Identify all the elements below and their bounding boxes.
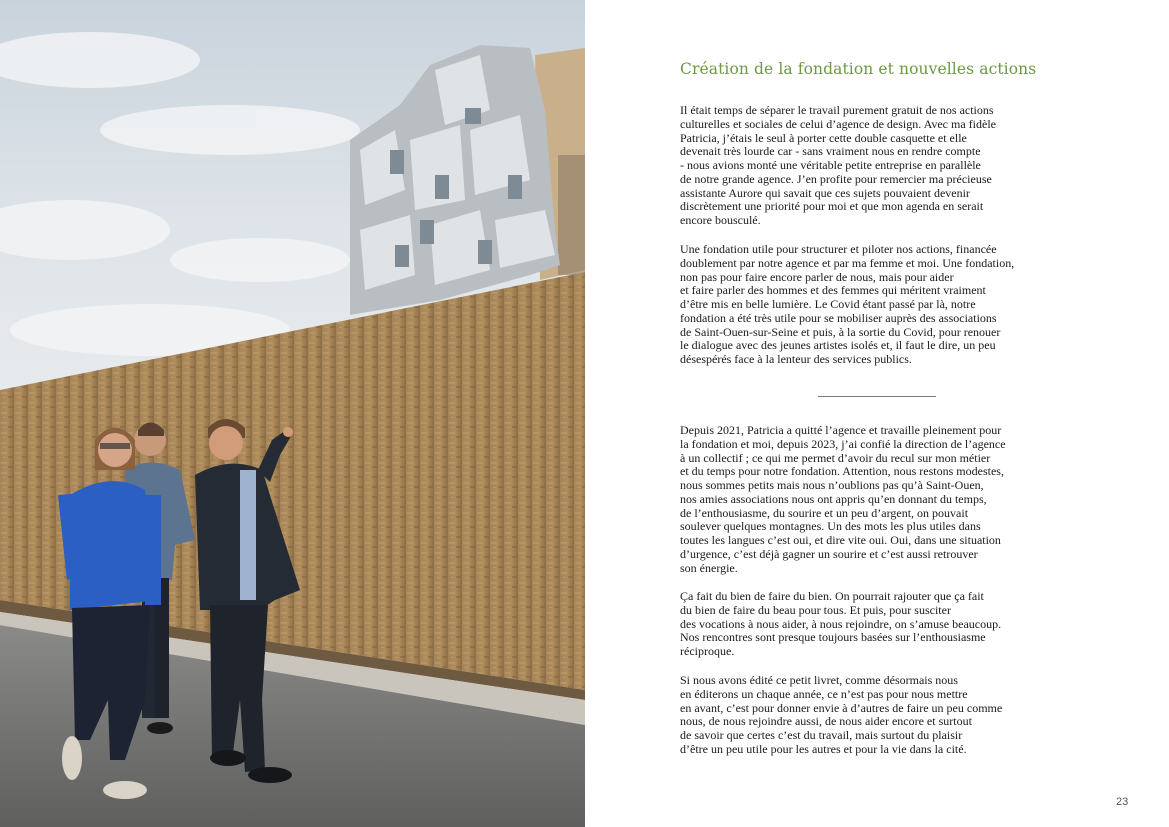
- paragraph-2: [680, 243, 1014, 367]
- text-line: et du temps pour notre fondation. Attention, nous restons modestes,: [680, 464, 1004, 479]
- text-line: nos amies associations nous ont appris qu’en donnant du temps,: [680, 491, 987, 506]
- paragraph-4: [680, 590, 1001, 659]
- text-line: en éditerons un chaque année, ce n’est pas pour nous mettre: [680, 686, 968, 701]
- text-line: Depuis 2021, Patricia a quitté l’agence et travaille pleinement pour: [680, 423, 1002, 437]
- text-line: de l’enthousiasme, du sourire et un peu d’argent, on pouvait: [680, 505, 969, 520]
- text-line: Il était temps de séparer le travail purement gratuit de nos actions: [680, 103, 994, 117]
- text-line: Si nous avons édité ce petit livret, comme désormais nous: [680, 673, 958, 687]
- text-line: Nos rencontres sont presque toujours basées sur l’enthousiasme: [680, 630, 986, 645]
- paragraph-1: [680, 104, 996, 228]
- text-line: d’être un peu utile pour les autres et pour la vie dans la cité.: [680, 741, 967, 756]
- paragraph-3: [680, 424, 1006, 575]
- text-line: du bien de faire du beau pour tous. Et puis, pour susciter: [680, 602, 951, 617]
- paragraph-5: [680, 674, 1002, 757]
- text-line: doublement par notre agence et par ma femme et moi. Une fondation,: [680, 255, 1015, 270]
- text-line: la fondation et moi, depuis 2023, j’ai confié la direction de l’agence: [680, 436, 1006, 451]
- text-line: Une fondation utile pour structurer et piloter nos actions, financée: [680, 242, 997, 256]
- text-line: de notre grande agence. J’en profite pour remercier ma précieuse: [680, 171, 992, 186]
- text-line: à un collectif ; ce qui me permet d’avoir du recul sur mon métier: [680, 450, 991, 465]
- text-line: de Saint-Ouen-sur-Seine et puis, à la sortie du Covid, pour renouer: [680, 324, 1001, 339]
- text-line: des vocations à nous aider, à nous rejoindre, on s’amuse beaucoup.: [680, 616, 1002, 631]
- text-line: en avant, c’est pour donner envie à d’autres de faire un peu comme: [680, 700, 1003, 715]
- text-line: culturelles et sociales de celui d’agence de design. Avec ma fidèle: [680, 116, 996, 131]
- section-divider: [818, 396, 936, 397]
- text-line: d’urgence, c’est déjà gagner un sourire et c’est aussi retrouver: [680, 546, 978, 561]
- text-line: et faire parler des hommes et des femmes qui méritent vraiment: [680, 283, 986, 298]
- text-line: Ça fait du bien de faire du bien. On pourrait rajouter que ça fait: [680, 589, 984, 603]
- text-line: désespérés face à la lenteur des services publics.: [680, 352, 912, 366]
- text-line: discrètement une priorité pour moi et que mon agenda en serait: [680, 199, 984, 214]
- text-line: son énergie.: [680, 560, 738, 575]
- text-line: soulever quelques montagnes. Un des mots les plus utiles dans: [680, 519, 981, 534]
- text-line: Patricia, j’étais le seul à porter cette double casquette et elle: [680, 130, 967, 145]
- text-page: [585, 0, 1169, 827]
- text-line: le dialogue avec des jeunes artistes isolés et, il faut le dire, un peu: [680, 338, 996, 353]
- text-line: toutes les langues c’est oui, et dire vite oui. Oui, dans une situation: [680, 533, 1001, 547]
- text-line: réciproque.: [680, 644, 735, 658]
- page-number: 23: [1116, 796, 1129, 808]
- text-line: encore bousculé.: [680, 213, 761, 227]
- text-line: non pas pour faire encore parler de nous, mais pour aider: [680, 269, 954, 284]
- text-line: fondation a été très utile pour se mobiliser auprès des associations: [680, 310, 997, 325]
- text-line: d’être mis en belle lumière. Le Covid étant passé par là, notre: [680, 297, 976, 311]
- section-heading: Création de la fondation et nouvelles actions: [680, 60, 1037, 78]
- text-line: nous sommes petits mais nous n’oublions pas qu’à Saint-Ouen,: [680, 478, 984, 492]
- text-line: de savoir que certes c’est du travail, mais surtout du plaisir: [680, 728, 963, 742]
- text-line: nous, de nous rejoindre aussi, de nous aider encore et surtout: [680, 714, 972, 729]
- text-line: assistante Aurore qui savait que ces sujets pouvaient devenir: [680, 185, 970, 200]
- text-line: - nous avions monté une véritable petite entreprise en parallèle: [680, 158, 981, 172]
- text-line: devenait très lourde car - sans vraiment nous en rendre compte: [680, 144, 981, 159]
